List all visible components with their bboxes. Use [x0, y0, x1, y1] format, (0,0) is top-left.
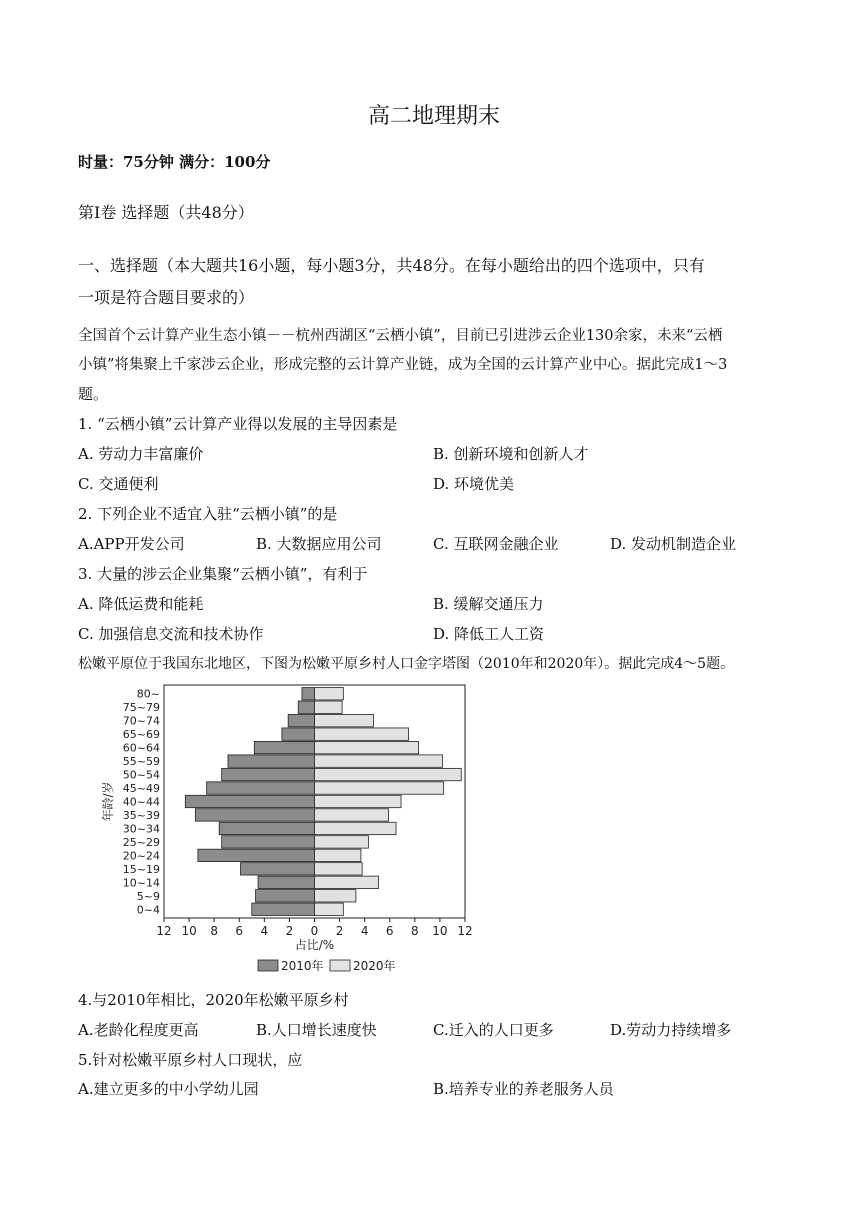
- page-title: 高二地理期末: [367, 104, 500, 129]
- section-heading: 第Ⅰ卷 选择题（共48分）: [78, 203, 254, 222]
- bar-2020: [315, 890, 356, 902]
- age-tick-label: 15~19: [122, 862, 160, 876]
- passage2: 松嫩平原位于我国东北地区，下图为松嫩平原乡村人口金字塔图（2010年和2020年）。据此完成4～5题。: [78, 656, 735, 672]
- x-tick-label: 12: [457, 924, 473, 938]
- bar-2010: [222, 768, 315, 780]
- bar-2010: [282, 728, 315, 740]
- bar-2010: [198, 849, 315, 861]
- age-tick-label: 30~34: [122, 822, 160, 836]
- x-tick-label: 6: [385, 924, 394, 938]
- age-tick-label: 55~59: [122, 755, 160, 769]
- q1-option-a: A. 劳动力丰富廉价: [78, 445, 204, 463]
- bar-2020: [315, 836, 369, 848]
- bar-2010: [298, 701, 314, 713]
- bar-2010: [228, 755, 315, 767]
- bar-2020: [315, 809, 389, 821]
- bar-2020: [315, 903, 344, 915]
- bar-2020: [315, 768, 462, 780]
- q5-stem: 5.针对松嫩平原乡村人口现状，应: [78, 1051, 303, 1069]
- q2-option-b: B. 大数据应用公司: [256, 535, 382, 553]
- q3-stem: 3. 大量的涉云企业集聚“云栖小镇”，有利于: [78, 565, 368, 583]
- bar-2020: [315, 822, 397, 834]
- x-tick-label: 8: [411, 924, 419, 938]
- q1-option-d: D. 环境优美: [433, 475, 515, 493]
- bar-2020: [315, 863, 363, 875]
- bar-2020: [315, 876, 379, 888]
- bar-2020: [315, 795, 402, 807]
- bar-2010: [288, 714, 314, 726]
- q4-stem: 4.与2010年相比，2020年松嫩平原乡村: [78, 991, 349, 1009]
- bar-2020: [315, 741, 419, 753]
- x-tick-label: 10: [181, 924, 197, 938]
- bar-2010: [302, 688, 315, 700]
- legend-label-2010: 2010年: [281, 959, 324, 973]
- age-tick-label: 65~69: [122, 728, 160, 742]
- passage1-line-1: 全国首个云计算产业生态小镇－－杭州西湖区“云栖小镇”，目前已引进涉云企业130余家，未来“云栖: [78, 328, 723, 344]
- legend-label-2020: 2020年: [353, 959, 396, 973]
- q4-option-d: D.劳动力持续增多: [610, 1021, 732, 1039]
- x-tick-label: 10: [432, 924, 448, 938]
- x-tick-label: 2: [285, 924, 294, 938]
- legend-swatch-2020: [330, 960, 350, 971]
- q1-option-c: C. 交通便利: [78, 475, 159, 493]
- x-tick-label: 6: [235, 924, 244, 938]
- age-tick-label: 5~9: [136, 889, 160, 903]
- age-tick-label: 45~49: [122, 782, 160, 796]
- q4-option-a: A.老龄化程度更高: [78, 1021, 199, 1039]
- passage1-line-3: 题。: [78, 385, 109, 403]
- q2-option-d: D. 发动机制造企业: [610, 535, 737, 553]
- bar-2020: [315, 849, 361, 861]
- legend-swatch-2010: [258, 960, 278, 971]
- age-tick-label: 35~39: [122, 808, 160, 822]
- instructions-line-1: 一、选择题（本大题共16小题，每小题3分，共48分。在每小题给出的四个选项中，只有: [78, 256, 705, 275]
- passage1-line-2: 小镇”将集聚上千家涉云企业，形成完整的云计算产业链，成为全国的云计算产业中心。据此完成1～3: [78, 357, 728, 373]
- bar-2020: [315, 728, 409, 740]
- age-tick-label: 0~4: [136, 903, 160, 917]
- q3-option-a: A. 降低运费和能耗: [78, 595, 204, 613]
- x-tick-label: 4: [260, 924, 269, 938]
- bar-2020: [315, 782, 444, 794]
- q1-option-b: B. 创新环境和创新人才: [433, 445, 589, 463]
- age-tick-label: 50~54: [122, 768, 160, 782]
- exam-info: 时量：75分钟 满分：100分: [78, 153, 271, 171]
- x-tick-label: 2: [335, 924, 344, 938]
- bar-2010: [222, 836, 315, 848]
- q5-option-a: A.建立更多的中小学幼儿园: [78, 1080, 259, 1098]
- q5-option-b: B.培养专业的养老服务人员: [433, 1080, 614, 1098]
- bar-2020: [315, 755, 443, 767]
- bar-2010: [258, 876, 314, 888]
- q2-stem: 2. 下列企业不适宜入驻“云栖小镇”的是: [78, 505, 338, 523]
- bar-2010: [185, 795, 314, 807]
- bar-2020: [315, 688, 344, 700]
- x-tick-label: 0: [310, 924, 319, 938]
- bar-2010: [254, 741, 314, 753]
- bar-2010: [256, 890, 315, 902]
- bar-2020: [315, 714, 374, 726]
- bar-2010: [219, 822, 314, 834]
- bar-2010: [241, 863, 315, 875]
- instructions-line-2: 一项是符合题目要求的）: [78, 288, 255, 307]
- x-tick-label: 8: [210, 924, 218, 938]
- q4-option-c: C.迁入的人口更多: [433, 1021, 554, 1039]
- age-tick-label: 25~29: [122, 835, 160, 849]
- x-tick-label: 12: [156, 924, 172, 938]
- bar-2020: [315, 701, 343, 713]
- age-tick-label: 70~74: [122, 714, 160, 728]
- bar-2010: [207, 782, 315, 794]
- age-tick-label: 10~14: [122, 876, 160, 890]
- q3-option-d: D. 降低工人工资: [433, 625, 545, 643]
- age-tick-label: 40~44: [122, 795, 160, 809]
- q2-option-c: C. 互联网金融企业: [433, 535, 559, 553]
- q3-option-b: B. 缓解交通压力: [433, 595, 544, 613]
- q1-stem: 1. “云栖小镇”云计算产业得以发展的主导因素是: [78, 415, 398, 433]
- y-axis-label: 年龄/岁: [101, 781, 115, 822]
- x-tick-label: 4: [360, 924, 369, 938]
- x-axis-label: 占比/%: [294, 938, 335, 952]
- population-pyramid-chart: [98, 682, 478, 980]
- bar-2010: [252, 903, 315, 915]
- q4-option-b: B.人口增长速度快: [256, 1021, 377, 1039]
- age-tick-label: 60~64: [122, 741, 160, 755]
- age-tick-label: 75~79: [122, 701, 160, 715]
- q2-option-a: A.APP开发公司: [78, 535, 185, 553]
- q3-option-c: C. 加强信息交流和技术协作: [78, 625, 264, 643]
- age-tick-label: 80~: [136, 687, 160, 701]
- age-tick-label: 20~24: [122, 849, 160, 863]
- bar-2010: [195, 809, 314, 821]
